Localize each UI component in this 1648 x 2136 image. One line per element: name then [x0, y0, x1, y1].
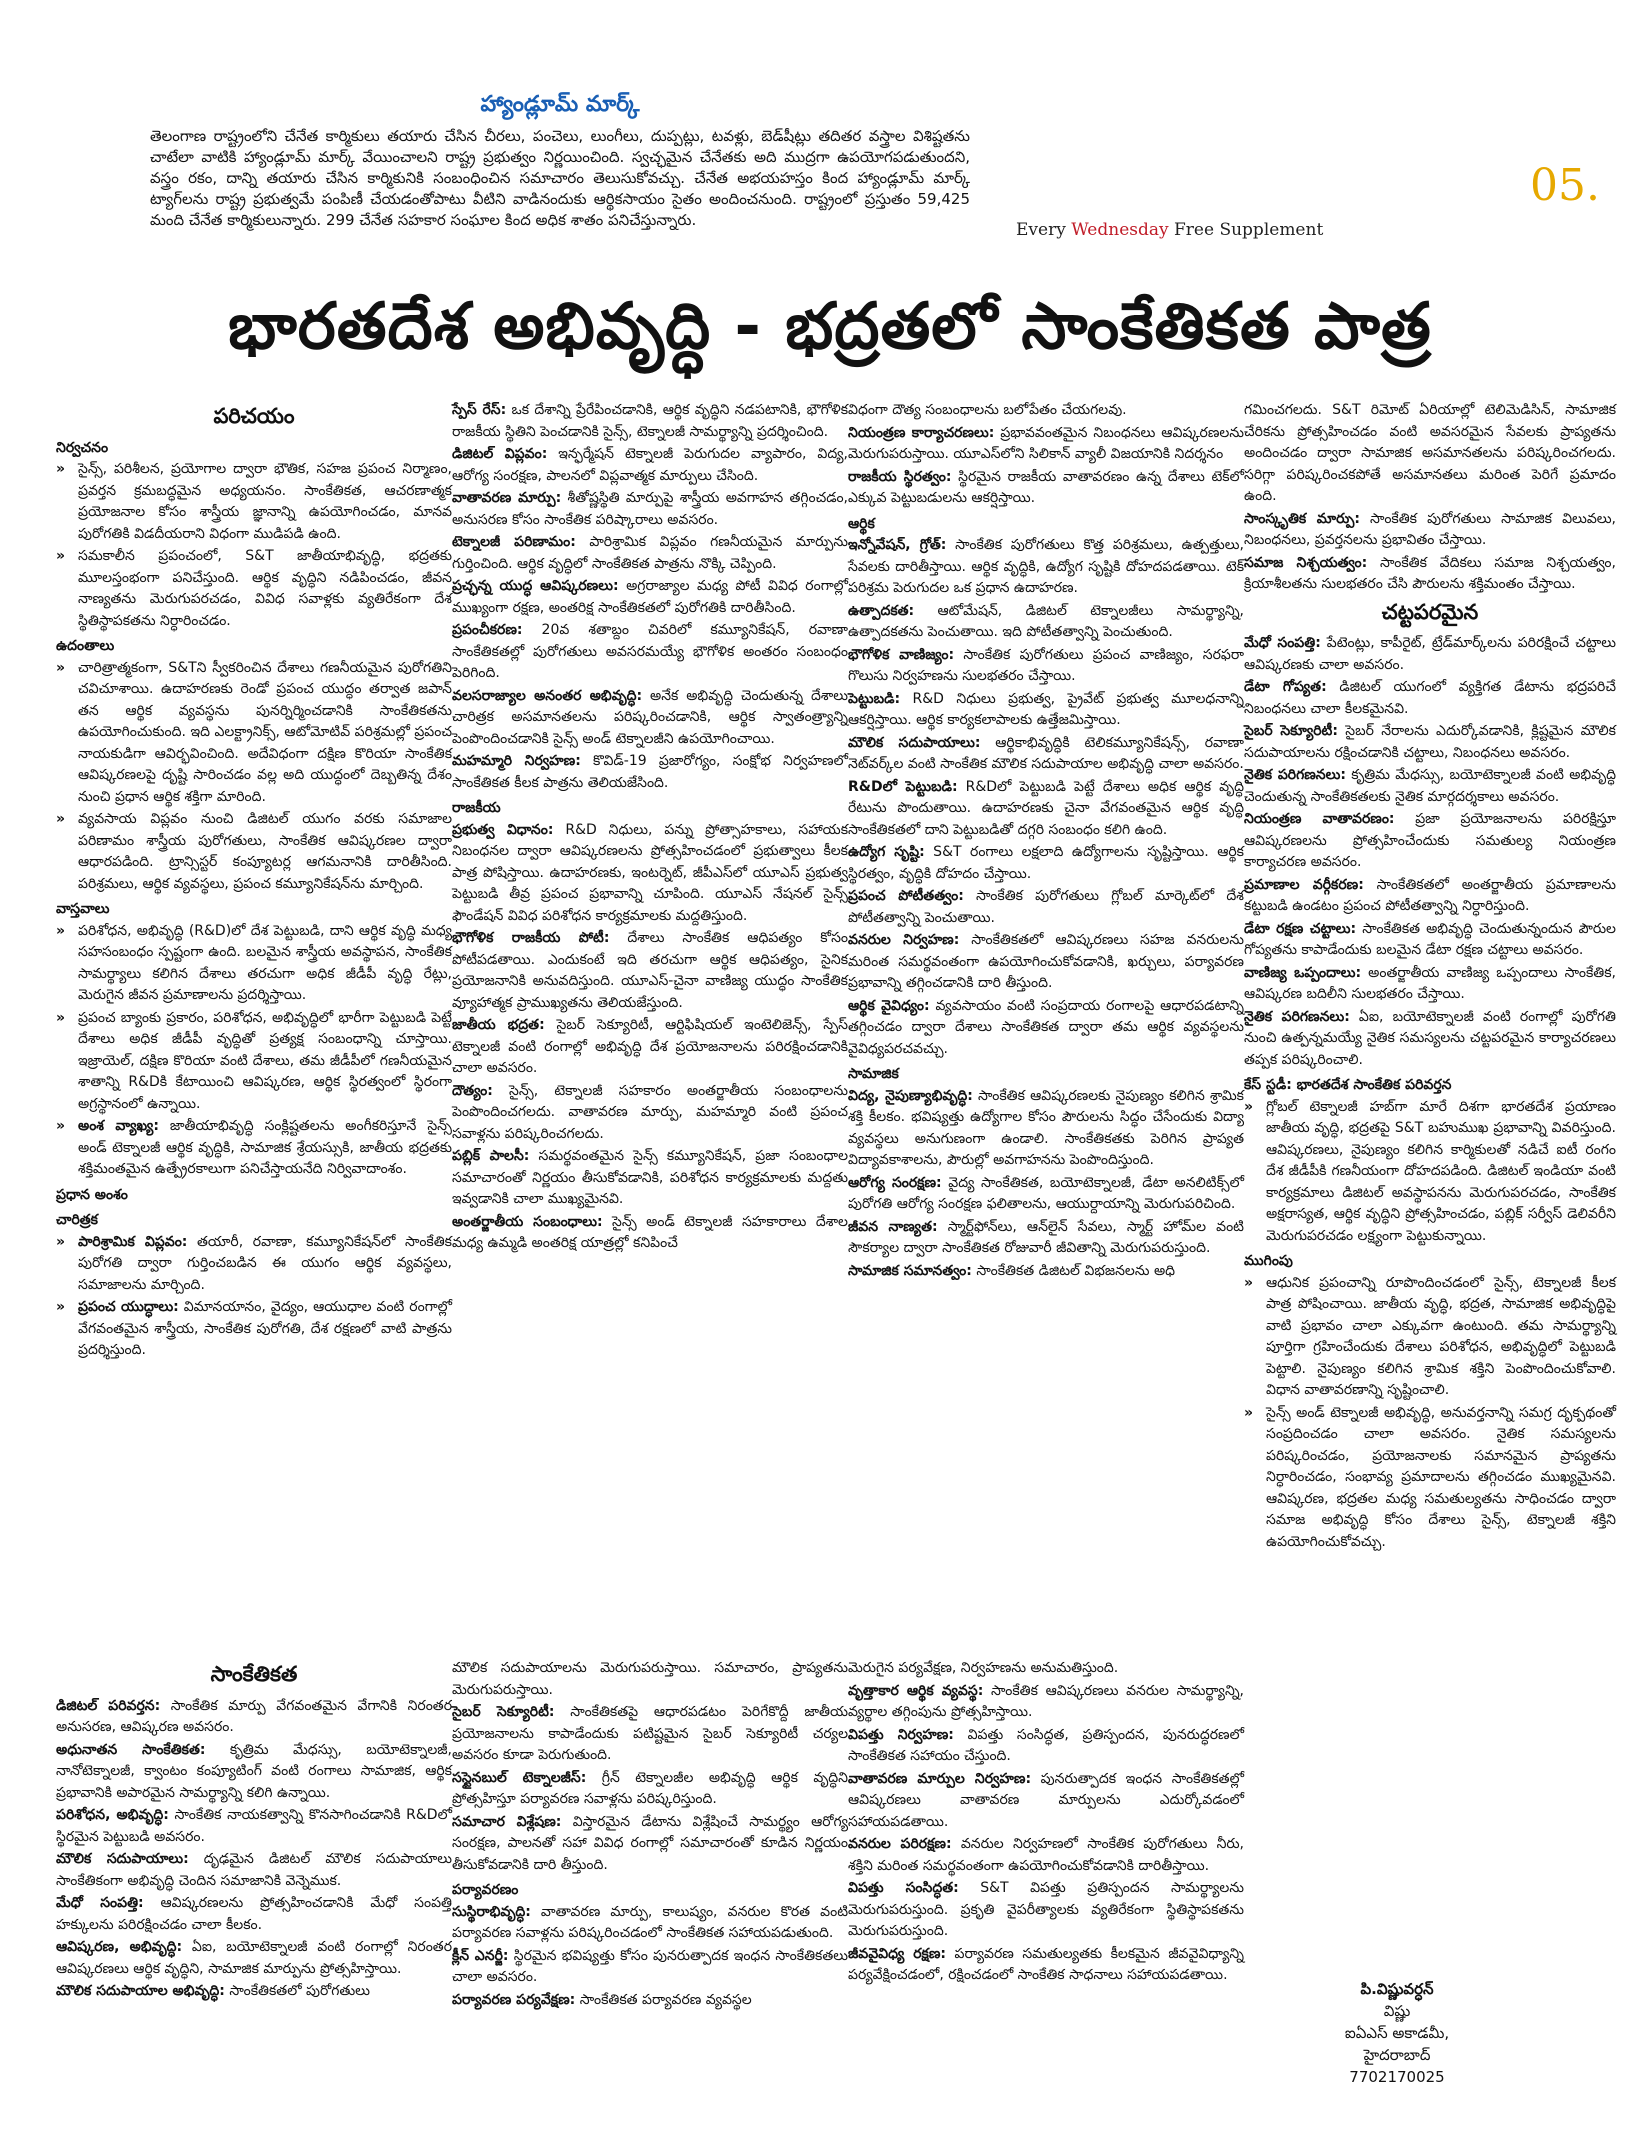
- column-1-lower: [56, 1658, 452, 2004]
- subheading: ఉదంతాలు: [56, 638, 115, 654]
- entry: [848, 1725, 1244, 1768]
- term: భౌగోళిక రాజకీయ పోటీ:: [452, 930, 610, 946]
- term-text: జాతీయాభివృద్ధి సంక్లిష్టతలను అంగీకరిస్తూనే సైన్స్ అండ్ టెక్నాలజీ ఆర్థిక వృద్ధికి, సామాజిక శ్రేయస్సుకి, జాతీయ భద్రతకు శక్తిమంతమైన ఉత్ప్రేరకాలుగా పనిచేస్తాయనేది నిర్వివాదాంశం.: [78, 1118, 452, 1177]
- entry: [452, 488, 848, 531]
- entry: [848, 689, 1244, 732]
- term-text: R&D నిధులు, పన్ను ప్రోత్సాహకాలు, సహాయక నిబంధనల ద్వారా ఆవిష్కరణలను ప్రోత్సహించడంలో ప్రభుత్వాలు కీలక పాత్ర పోషిస్తాయి. ఉదాహరణకు, ఇంటర్నెట్, జీపీఎస్‌లో యూఎస్ ప్రభుత్వ పెట్టుబడి తీవ్ర ప్రపంచ ప్రభావాన్ని చూపింది. యూఎస్ నేషనల్ సైన్స్ ఫౌండేషన్ వివిధ పరిశోధన కార్యక్రమాలకు మద్దతిస్తుంది.: [452, 821, 848, 924]
- term: మౌలిక సదుపాయాలు:: [848, 734, 981, 751]
- section-title-legal: చట్టపరమైన: [1381, 599, 1479, 624]
- term-text: కృత్రిమ మేధస్సు, బయోటెక్నాలజీ, నానోటెక్నాలజీ, క్వాంటం కంప్యూటింగ్ వంటి రంగాలు సామాజిక, ఆర్థిక ప్రభావానికి అపారమైన సామర్థ్యాన్ని కలిగి ఉన్నాయి.: [56, 1741, 452, 1801]
- term: విపత్తు నిర్వహణ:: [848, 1726, 954, 1743]
- term-text: కొవిడ్-19 ప్రజారోగ్యం, సంక్షోభ నిర్వహణలో సాంకేతికత కీలక పాత్రను తెలియజేసింది.: [452, 753, 849, 791]
- term: ప్రపంచీకరణ:: [452, 622, 523, 638]
- term: వలసరాజ్యాల అనంతర అభివృద్ధి:: [452, 687, 643, 704]
- term-text: సాంకేతిక మార్పు వేగవంతమైన వేగానికి నిరంతర అనుసరణ, ఆవిష్కరణ అవసరం.: [56, 1697, 452, 1735]
- term-text: ఏఐ, బయోటెక్నాలజీ వంటి రంగాల్లో నిరంతర ఆవిష్కరణలు ఆర్థిక వృద్ధిని, సామాజిక మార్పును ప్రోత్సహిస్తాయి.: [56, 1939, 452, 1977]
- entry: [452, 686, 848, 751]
- term-text: వైద్య సాంకేతికత, బయోటెక్నాలజీ, డేటా అనలిటిక్స్‌లో పురోగతి ఆరోగ్య సంరక్షణ ఫలితాలను, ఆయుర్దాయాన్ని మెరుగుపరిచింది.: [848, 1174, 1244, 1212]
- entry: [848, 777, 1244, 842]
- term: స్పేస్ రేస్:: [452, 402, 507, 418]
- entry: [452, 928, 848, 1014]
- column-4: [1244, 400, 1616, 1554]
- term: విపత్తు సంసిద్ధత:: [848, 1880, 959, 1896]
- entry: [848, 1769, 1244, 1834]
- term: విద్య, నైపుణ్యాభివృద్ధి:: [848, 1087, 973, 1104]
- term-text: ఒక దేశాన్ని ప్రేరేపించడానికి, ఆర్థిక వృద్ధిని నడపటానికి, భౌగోళిక రాజకీయ స్థితిని పెంచడానికి సైన్స్, టెక్నాలజీ సామర్థ్యాన్ని ప్రదర్శించింది.: [452, 402, 849, 440]
- bullet: [56, 1232, 452, 1297]
- section-title-technology: సాంకేతికత: [210, 1662, 298, 1686]
- entry: [452, 1768, 848, 1811]
- term: R&Dలో పెట్టుబడి:: [848, 778, 958, 795]
- term-text: ఆవిష్కరణలను ప్రోత్సహించడానికి మేధో సంపత్తి హక్కులను పరిరక్షించడం చాలా కీలకం.: [56, 1895, 453, 1933]
- author-org-2: ఐఏఎస్ అకాడమీ,: [1344, 2024, 1450, 2042]
- term-text: పర్యావరణ సమతుల్యతకు కీలకమైన జీవవైవిధ్యాన్ని పర్యవేక్షించడంలో, రక్షించడంలో సాంకేతిక సాధనాలు సహాయపడతాయి.: [848, 1945, 1244, 1983]
- term-text: సైన్స్ అండ్ టెక్నాలజీ సహకారాలు దేశాల మధ్య ఉమ్మడి అంతరిక్ష యాత్రల్లో కనిపించే: [452, 1213, 848, 1251]
- term-text: R&Dలో పెట్టుబడి పెట్టే దేశాలు అధిక ఆర్థిక వృద్ధి రేటును పొందుతాయి. ఉదాహరణకు చైనా వేగవంతమైన ఆర్థిక వృద్ధి సాంకేతికతలో దాని పెట్టుబడితో దగ్గరి సంబంధం కలిగి ఉంది.: [848, 778, 1244, 838]
- term: వాతావరణ మార్పు:: [452, 490, 562, 506]
- entry: [452, 1946, 848, 1989]
- column-3: [848, 400, 1244, 1283]
- supplement-pre: Every: [1016, 220, 1072, 240]
- term: డిజిటల్ పరివర్తన:: [56, 1697, 161, 1714]
- term-text: సాంకేతిక పురోగతులు ప్రపంచ వాణిజ్యం, సరఫరా గొలుసు నిర్వహణను సులభతరం చేస్తాయి.: [848, 646, 1244, 684]
- entry: గమించగలదు. S&T రిమోట్ ఏరియాల్లో టెలిమెడిసిన్, సామాజిక చేరికను ప్రోత్సహించడం వంటి అవసరమైన సేవలకు ప్రాప్యతను అందించడం ద్వారా సామాజిక అసమానతలను పరిష్కరించగలదు. సరిగ్గా పరిష్కరించకపోతే అసమానతలు మరింత పెరిగే ప్రమాదం ఉంది.: [1244, 402, 1616, 504]
- term-text: సైన్స్, టెక్నాలజీ సహకారం అంతర్జాతీయ సంబంధాలను పెంపొందించగలదు. వాతావరణ మార్పు, మహమ్మారి వంటి ప్రపంచ సవాళ్లను పరిష్కరించగలదు.: [452, 1082, 848, 1142]
- term-text: డిజిటల్ యుగంలో వ్యక్తిగత డేటాను భద్రపరిచే నిబంధనలు చాలా కీలకమైనవి.: [1244, 679, 1616, 717]
- entry: [1244, 721, 1616, 764]
- term-text: సాంకేతిక పురోగతులు కొత్త పరిశ్రమలు, ఉత్పత్తులు, సేవలకు దారితీస్తాయి. ఆర్థిక వృద్ధికి, ఉద్యోగ సృష్టికి దోహదపడతాయి. టెక్ పరిశ్రమ పెరుగుదల ఒక ప్రధాన ఉదాహరణ.: [848, 537, 1244, 596]
- subheading: ముగింపు: [1244, 1253, 1293, 1269]
- term: పర్యావరణ పర్యవేక్షణ:: [452, 1991, 576, 2008]
- term: సమాజ నిశ్చయత్వం:: [1244, 554, 1368, 571]
- term: నైతిక పరిగణనలు:: [1244, 767, 1346, 783]
- term: ప్రమాణాల వర్గీకరణ:: [1244, 876, 1364, 893]
- entry: [56, 1937, 452, 1980]
- term: డేటా రక్షణ చట్టాలు:: [1244, 920, 1357, 937]
- entry: [56, 1696, 452, 1739]
- bullet: » గ్లోబల్ టెక్నాలజీ హబ్‌గా మారే దిశగా భారతదేశ ప్రయాణం జాతీయ వృద్ధి, భద్రతపై S&T బహుముఖ ప్రభావాన్ని వివరిస్తుంది. ఆవిష్కరణలు, నైపుణ్యం కలిగిన కార్మికులతో నడిచే ఐటీ రంగం దేశ జీడీపీకి గణనీయంగా దోహదపడింది. డిజిటల్ ఇండియా వంటి కార్యక్రమాలు డిజిటల్ అవస్థాపనను మెరుగుపరచడం, సాంకేతిక అక్షరాస్యత, ఆర్థిక వృద్ధిని ప్రోత్సహించడం, పబ్లిక్ సర్వీస్ డెలివరీని మెరుగుపరచడం లక్ష్యంగా పెట్టుకున్నాయి.: [1244, 1097, 1616, 1248]
- term-text: ప్రజా ప్రయోజనాలను పరిరక్షిస్తూ ఆవిష్కరణలను ప్రోత్సహించేందుకు సమతుల్య నియంత్రణ కార్యాచరణ అవసరం.: [1244, 811, 1616, 870]
- term-text: సైబర్ నేరాలను ఎదుర్కోవడానికి, క్లిష్టమైన మౌలిక సదుపాయాలను రక్షించడానికి చట్టాలు, నిబంధనలు అవసరం.: [1244, 723, 1616, 761]
- entry: [848, 1261, 1244, 1283]
- term: వాతావరణ మార్పుల నిర్వహణ:: [848, 1770, 1032, 1787]
- entry: [1244, 809, 1616, 874]
- term: సైబర్ సెక్యూరిటీ:: [452, 1704, 555, 1720]
- term-text: స్మార్ట్‌ఫోన్‌లు, ఆన్‌లైన్ సేవలు, స్మార్ట్ హోమ్‌ల వంటి సౌకర్యాల ద్వారా సాంకేతికత రోజువారీ జీవితాన్ని మెరుగుపరుస్తుంది.: [848, 1218, 1244, 1256]
- entry: [848, 1217, 1244, 1260]
- term-text: వనరుల నిర్వహణలో సాంకేతిక పురోగతులు నీరు, శక్తిని మరింత సమర్థవంతంగా ఉపయోగించుకోవడానికి దారితీస్తాయి.: [848, 1836, 1244, 1874]
- term-text: సమర్థవంతమైన సైన్స్ కమ్యూనికేషన్, ప్రజా సంబంధాల సమాచారంతో నిర్ణయం తీసుకోవడానికి, పరిశోధన కార్యక్రమాలకు మద్దతు ఇవ్వడానికి చాలా ముఖ్యమైనవి.: [452, 1148, 849, 1207]
- term-text: S&T విపత్తు ప్రతిస్పందన సామర్థ్యాలను మెరుగుపరుస్తుంది. ప్రకృతి వైపరీత్యాలకు వ్యతిరేకంగా స్థితిస్థాపకతను మెరుగుపరుస్తుంది.: [848, 1880, 1244, 1939]
- term: ప్రపంచ యుద్ధాలు:: [78, 1299, 179, 1315]
- entry: [1244, 875, 1616, 918]
- entry: [452, 1015, 848, 1080]
- bullet: [56, 1116, 452, 1181]
- term-text: సాంకేతికత అభివృద్ధి చెందుతున్నందున పౌరుల గోప్యతను కాపాడేందుకు బలమైన డేటా రక్షణ చట్టాలు అవసరం.: [1244, 920, 1616, 958]
- term: మహమ్మారి నిర్వహణ:: [452, 753, 581, 769]
- term-text: అనేక అభివృద్ధి చెందుతున్న దేశాలు చారిత్రక అసమానతలను పరిష్కరించడానికి, ఆర్థిక స్వాతంత్ర్యాన్ని పెంపొందించడానికి సైన్స్ అండ్ టెక్నాలజీని ఉపయోగించాయి.: [452, 687, 848, 747]
- entry: [452, 1146, 848, 1211]
- entry: [848, 1086, 1244, 1172]
- supplement-day: Wednesday: [1071, 220, 1169, 240]
- term-text: దేశాలు సాంకేతిక ఆధిపత్యం కోసం పోటీపడతాయి. ఎందుకంటే ఇది తరచుగా ఆర్థిక ఆధిపత్యం, సైనిక ప్రయోజనానికి అనువదిస్తుంది. యూఎస్-చైనా వాణిజ్య యుద్ధం సాంకేతిక వ్యూహాత్మక ప్రాముఖ్యతను తెలియజేస్తుంది.: [452, 930, 848, 1011]
- entry: [848, 601, 1244, 644]
- term-text: ఇన్ఫర్మేషన్ టెక్నాలజీ పెరుగుదల వ్యాపారం, విద్య, ఆరోగ్య సంరక్షణ, పాలనలో విప్లవాత్మక మార్పులు చేసింది.: [452, 446, 848, 484]
- entry: [452, 1990, 848, 2012]
- term: ఉద్యోగ సృష్టి:: [848, 844, 925, 860]
- term: సమాచార విశ్లేషణ:: [452, 1813, 562, 1830]
- bullet: » సమకాలీన ప్రపంచంలో, S&T జాతీయాభివృద్ధి, భద్రతకు మూలస్తంభంగా పనిచేస్తుంది. ఆర్థిక వృద్ధిని నడిపించడం, జీవన నాణ్యతను మెరుగుపరచడం, వివిధ సవాళ్లకు వ్యతిరేకంగా దేశ స్థితిస్థాపకతను నిర్ధారించడం.: [56, 546, 452, 632]
- term-text: ఆర్థికాభివృద్ధికి టెలికమ్యూనికేషన్స్, రవాణా నెట్‌వర్క్‌ల వంటి సాంకేతిక మౌలిక సదుపాయాల అభివృద్ధి చాలా అవసరం.: [848, 734, 1244, 772]
- entry: [1244, 633, 1616, 676]
- entry: [56, 1740, 452, 1805]
- entry: [1244, 765, 1616, 808]
- author-signature: [1292, 1978, 1502, 2088]
- author-phone: 7702170025: [1349, 2068, 1445, 2086]
- term-text: వాతావరణ మార్పు, కాలుష్యం, వనరుల కొరత వంటి పర్యావరణ సవాళ్లను పరిష్కరించడంలో సాంకేతికత సహాయపడుతుంది.: [452, 1903, 848, 1941]
- term-text: విస్తారమైన డేటాను విశ్లేషించే సామర్థ్యం ఆరోగ్య సంరక్షణ, పాలనతో సహా వివిధ రంగాల్లో సమాచారంతో కూడిన నిర్ణయం తీసుకోవడానికి దారి తీస్తుంది.: [452, 1813, 848, 1873]
- term: పెట్టుబడి:: [848, 690, 901, 707]
- term: నియంత్రణ వాతావరణం:: [1244, 811, 1395, 827]
- term-text: సాంకేతిక పురోగతులు గ్లోబల్ మార్కెట్‌లో దేశ పోటీతత్వాన్ని పెంచుతాయి.: [848, 888, 1244, 926]
- term-text: ఏఐ, బయోటెక్నాలజీ వంటి రంగాల్లో పురోగతి నుంచి ఉత్పన్నమయ్యే నైతిక సమస్యలను చట్టపరమైన కార్యాచరణలు తప్పక పరిష్కరించాలి.: [1244, 1008, 1616, 1068]
- term-text: సైబర్ సెక్యూరిటీ, ఆర్టిఫిషియల్ ఇంటెలిజెన్స్, స్పేస్ టెక్నాలజీ వంటి రంగాల్లో అభివృద్ధి దేశ ప్రయోజనాలను పరిరక్షించడానికి చాలా అవసరం.: [452, 1017, 848, 1076]
- term-text: సాంకేతికత డిజిటల్ విభజనలను అధి: [971, 1262, 1176, 1279]
- entry: [56, 1805, 452, 1848]
- entry: [848, 467, 1244, 510]
- term-text: సాంకేతికతలో ఆవిష్కరణలు సహజ వనరులను మరింత సమర్థవంతంగా ఉపయోగించుకోవడానికి, ఖర్చులు, పర్యావరణ ప్రభావాన్ని తగ్గించడానికి దారి తీస్తుంది.: [848, 932, 1244, 991]
- entry: [452, 576, 848, 619]
- entry: [452, 1902, 848, 1945]
- term-text: వ్యవసాయం వంటి సంప్రదాయ రంగాలపై ఆధారపడటాన్ని తగ్గించడం ద్వారా దేశాలు సాంకేతికత ద్వారా తమ ఆర్థిక వ్యవస్థలను వైవిధ్యపరచవచ్చు.: [848, 997, 1245, 1057]
- term-text: పునరుత్పాదక ఇంధన సాంకేతికతల్లో ఆవిష్కరణలు వాతావరణ మార్పులను ఎదుర్కోవడంలో సహాయపడతాయి.: [848, 1770, 1244, 1830]
- term-text: అగ్రరాజ్యాల మధ్య పోటీ వివిధ రంగాల్లో ముఖ్యంగా రక్షణ, అంతరిక్ష సాంకేతికతలో పురోగతికి దారితీసింది.: [452, 578, 848, 616]
- term: పబ్లిక్ పాలసీ:: [452, 1148, 530, 1164]
- entry: [848, 423, 1244, 466]
- entry: విధంగా దౌత్య సంబంధాలను బలోపేతం చేయగలవు.: [848, 402, 1127, 418]
- supplement-post: Free Supplement: [1168, 220, 1324, 240]
- term: ఆర్థిక వైవిధ్యం:: [848, 997, 930, 1014]
- issue-number: 05.: [1530, 160, 1600, 211]
- entry: [452, 532, 848, 575]
- term: రాజకీయ స్థిరత్వం:: [848, 468, 952, 485]
- term: భౌగోళిక వాణిజ్యం:: [848, 646, 955, 663]
- term: వనరుల నిర్వహణ:: [848, 932, 960, 948]
- bullet: » సైన్స్, పరిశీలన, ప్రయోగాల ద్వారా భౌతిక, సహజ ప్రపంచ నిర్మాణం, ప్రవర్తన క్రమబద్ధమైన అధ్యయనం. సాంకేతికత, ఆచరణాత్మక ప్రయోజనాల కోసం శాస్త్రీయ జ్ఞానాన్ని ఉపయోగించడం, మానవ పురోగతికి విడదీయరాని విధంగా ముడిపడి ఉంది.: [56, 459, 452, 545]
- entry: [848, 842, 1244, 885]
- bullet: [56, 1297, 452, 1362]
- term-text: R&D నిధులు ప్రభుత్వ, ప్రైవేట్ ప్రభుత్వ మూలధనాన్ని ఆకర్షిస్తాయి. ఆర్థిక కార్యకలాపాలకు ఉత్తేజమిస్తాయి.: [848, 690, 1244, 728]
- term-text: సాంకేతికతపై ఆధారపడటం పెరిగేకొద్దీ జాతీయ ప్రయోజనాలను కాపాడేందుకు పటిష్టమైన సైబర్ సెక్యూరిటీ చర్యల అవసరం కూడా పెరుగుతుంది.: [452, 1704, 848, 1763]
- term: ఆరోగ్య సంరక్షణ:: [848, 1174, 942, 1191]
- term: ఇన్నోవేషన్, గ్రోత్:: [848, 537, 947, 553]
- term-text: 20వ శతాబ్దం చివరిలో కమ్యూనికేషన్, రవాణా సాంకేతికతల్లో పురోగతులు అవసరమయ్యే భౌగోళిక అంతరం సంబంధం పెరిగింది.: [452, 622, 848, 681]
- author-org: విష్ణు: [1383, 2002, 1411, 2020]
- term: అంతర్జాతీయ సంబంధాలు:: [452, 1213, 603, 1230]
- term: టెక్నాలజీ పరిణామం:: [452, 534, 576, 550]
- term: జాతీయ భద్రత:: [452, 1017, 545, 1033]
- column-2: [452, 400, 848, 1256]
- term: ప్రచ్ఛన్న యుద్ధ ఆవిష్కరణలు:: [452, 578, 619, 594]
- term: అధునాతన సాంకేతికత:: [56, 1741, 206, 1758]
- entry: [848, 930, 1244, 995]
- term: పారిశ్రామిక విప్లవం:: [78, 1233, 188, 1250]
- term: దౌత్యం:: [452, 1082, 493, 1099]
- entry: [848, 1681, 1244, 1724]
- author-city: హైదరాబాద్: [1363, 2046, 1431, 2064]
- term: వాణిజ్య ఒప్పందాలు:: [1244, 964, 1362, 981]
- entry: [848, 1834, 1244, 1877]
- entry: [1244, 677, 1616, 720]
- entry: [1244, 509, 1616, 552]
- term-text: కృత్రిమ మేధస్సు, బయోటెక్నాలజీ వంటి అభివృద్ధి చెందుతున్న సాంకేతికతలకు నైతిక మార్గదర్శకాలు అవసరం.: [1244, 767, 1616, 805]
- bullet: » సైన్స్ అండ్ టెక్నాలజీ అభివృద్ధి, అనువర్తనాన్ని సమగ్ర దృక్పథంతో సంప్రదించడం చాలా అవసరం. నైతిక సమస్యలను పరిష్కరించడం, ప్రయోజనాలకు సమానమైన ప్రాప్యతను నిర్ధారించడం, సంభావ్య ప్రమాదాలను తగ్గించడం ముఖ్యమైనవి. ఆవిష్కరణ, భద్రతల మధ్య సమతుల్యతను సాధించడం ద్వారా సమాజ అభివృద్ధి కోసం దేశాలు సైన్స్, టెక్నాలజీ శక్తిని ఉపయోగించుకోవచ్చు.: [1244, 1403, 1616, 1554]
- term-text: సాంకేతికతలో పురోగతులు: [224, 1983, 370, 1999]
- term: జీవన నాణ్యత:: [848, 1218, 938, 1235]
- subheading: ఆర్థిక: [848, 515, 875, 532]
- term: సస్టైనబుల్ టెక్నాలజీస్:: [452, 1769, 587, 1786]
- term: పరిశోధన, అభివృద్ధి:: [56, 1807, 169, 1823]
- entry: [452, 1081, 848, 1146]
- term: నియంత్రణ కార్యాచరణలు:: [848, 424, 995, 441]
- term: నైతిక పరిగణనలు:: [1244, 1008, 1350, 1025]
- entry: మౌలిక సదుపాయాలను మెరుగుపరుస్తాయి. సమాచారం, ప్రాప్యతను మెరుగుపరుస్తాయి.: [452, 1660, 848, 1698]
- term-text: సాంకేతిక ఆవిష్కరణలు వనరుల సామర్థ్యాన్ని, వ్యర్థాల తగ్గింపును ప్రోత్సహిస్తాయి.: [848, 1682, 1244, 1720]
- bullet: » ప్రపంచ బ్యాంకు ప్రకారం, పరిశోధన, అభివృద్ధిలో భారీగా పెట్టుబడి పెట్టే దేశాలు అధిక జీడీపీ వృద్ధితో ప్రత్యక్ష సంబంధాన్ని చూస్తాయి. ఇజ్రాయెల్, దక్షిణ కొరియా వంటి దేశాలు, తమ జీడీపీలో గణనీయమైన శాతాన్ని R&Dకి కేటాయించి ఆవిష్కరణ, ఆర్థిక స్థిరత్వంలో స్థిరంగా అగ్రస్థానంలో ఉన్నాయి.: [56, 1008, 452, 1116]
- supplement-line: [1016, 220, 1323, 240]
- entry: [452, 1812, 848, 1877]
- term-text: పేటెంట్లు, కాపీరైట్, ట్రేడ్‌మార్క్‌లను పరిరక్షించే చట్టాలు ఆవిష్కరణకు చాలా అవసరం.: [1244, 635, 1616, 673]
- bullet: » చారిత్రాత్మకంగా, S&Tని స్వీకరించిన దేశాలు గణనీయమైన పురోగతిని చవిచూశాయి. ఉదాహరణకు రెండో ప్రపంచ యుద్ధం తర్వాత జపాన్ తన ఆర్థిక వ్యవస్థను పునర్నిర్మించడానికి సాంకేతికతను ఉపయోగించుకుంది. ఇది ఎలక్ట్రానిక్స్, ఆటోమోటివ్ పరిశ్రమల్లో ప్రపంచ నాయకుడిగా ఆవిర్భవించింది. అదేవిధంగా దక్షిణ కొరియా సాంకేతిక ఆవిష్కరణలపై దృష్టి సారించడం వల్ల అది యుద్ధంలో దెబ్బతిన్న దేశం నుంచి ప్రధాన ఆర్థిక శక్తిగా మారింది.: [56, 658, 452, 809]
- term-text: స్థిరమైన భవిష్యత్తు కోసం పునరుత్పాదక ఇంధన సాంకేతికతలు చాలా అవసరం.: [452, 1947, 848, 1985]
- entry: [452, 820, 848, 928]
- entry: [848, 886, 1244, 929]
- term-text: విపత్తు సంసిద్ధత, ప్రతిస్పందన, పునరుద్ధరణలో సాంకేతికత సహాయం చేస్తుంది.: [848, 1726, 1245, 1764]
- entry: [848, 1944, 1244, 1987]
- subheading: నిర్వచనం: [56, 439, 109, 456]
- entry: [452, 751, 848, 794]
- subheading: వాస్తవాలు: [56, 901, 110, 917]
- bullet: » పరిశోధన, అభివృద్ధి (R&D)లో దేశ పెట్టుబడి, దాని ఆర్థిక వృద్ధి మధ్య సహసంబంధం స్పష్టంగా ఉంది. బలమైన శాస్త్రీయ అవస్థాపన, సాంకేతిక సామర్థ్యాలు కలిగిన దేశాలు తరచుగా అధిక జీడీపీ వృద్ధి రేట్లు, మెరుగైన జీవన ప్రమాణాలను ప్రదర్శిస్తాయి.: [56, 921, 452, 1007]
- term: సుస్థిరాభివృద్ధి:: [452, 1903, 531, 1920]
- term: మేధో సంపత్తి:: [56, 1895, 144, 1911]
- column-3-lower: [848, 1658, 1244, 1988]
- term: క్లీన్ ఎనర్జీ:: [452, 1947, 509, 1964]
- entry: [848, 733, 1244, 776]
- term-text: అంతర్జాతీయ వాణిజ్య ఒప్పందాలు సాంకేతిక, ఆవిష్కరణ బదిలీని సులభతరం చేస్తాయి.: [1244, 964, 1617, 1002]
- entry: [1244, 1007, 1616, 1072]
- subheading: కేస్ స్టడీ: భారతదేశ సాంకేతిక పరివర్తన: [1244, 1077, 1452, 1093]
- term: సైబర్ సెక్యూరిటీ:: [1244, 723, 1338, 739]
- term-text: తయారీ, రవాణా, కమ్యూనికేషన్‌లో సాంకేతిక పురోగతి ద్వారా గుర్తించబడిన ఈ యుగం ఆర్థిక వ్యవస్థలు, సమాజాలను మార్చింది.: [78, 1233, 452, 1293]
- subheading: ప్రధాన అంశం: [56, 1186, 128, 1203]
- term: డేటా గోప్యత:: [1244, 679, 1327, 695]
- entry: [848, 996, 1244, 1061]
- entry: [848, 1173, 1244, 1216]
- entry: [1244, 553, 1616, 596]
- term: డిజిటల్ విప్లవం:: [452, 446, 548, 462]
- entry: [56, 1849, 452, 1892]
- term-text: సాంకేతిక నాయకత్వాన్ని కొనసాగించడానికి R&Dలో స్థిరమైన పెట్టుబడి అవసరం.: [56, 1807, 452, 1845]
- term-text: సాంకేతిక వేదికలు సమాజ నిశ్చయత్వం, క్రియాశీలతను సులభతరం చేసి పౌరులను శక్తిమంతం చేస్తాయి.: [1244, 554, 1616, 592]
- subheading: చారిత్రక: [56, 1212, 98, 1228]
- section-title-intro: పరిచయం: [213, 404, 295, 428]
- term-text: దృఢమైన డిజిటల్ మౌలిక సదుపాయాలు సాంకేతికంగా అభివృద్ధి చెందిన సమాజానికి వెన్నెముక.: [56, 1851, 452, 1889]
- entry: [452, 620, 848, 685]
- term: ప్రపంచ పోటీతత్వం:: [848, 888, 964, 904]
- bullet: » ఆధునిక ప్రపంచాన్ని రూపొందించడంలో సైన్స్, టెక్నాలజీ కీలక పాత్ర పోషించాయి. జాతీయ వృద్ధి, భద్రత, సామాజిక అభివృద్ధిపై వాటి ప్రభావం చాలా ఎక్కువగా ఉంటుంది. తమ సామర్థ్యాన్ని పూర్తిగా గ్రహించేందుకు దేశాలు పరిశోధన, అభివృద్ధిలో పెట్టుబడి పెట్టాలి. నైపుణ్యం కలిగిన శ్రామిక శక్తిని పెంపొందించుకోవాలి. విధాన వాతావరణాన్ని సృష్టించాలి.: [1244, 1273, 1616, 1402]
- handloom-mark-box: [150, 92, 970, 231]
- term-text: ఆటోమేషన్, డిజిటల్ టెక్నాలజీలు సామర్థ్యాన్ని, ఉత్పాదకతను పెంచుతాయి. ఇది పోటీతత్వాన్ని పెంచుతుంది.: [848, 602, 1244, 640]
- term-text: సాంకేతికత పర్యావరణ వ్యవస్థల: [575, 1991, 752, 2008]
- subheading: పర్యావరణం: [452, 1882, 519, 1898]
- entry: [56, 1893, 452, 1936]
- subheading: సామాజిక: [848, 1066, 899, 1082]
- headline: భారతదేశ అభివృద్ధి - భద్రతలో సాంకేతికత పాత్ర: [228, 290, 1432, 364]
- term: మౌలిక సదుపాయాలు:: [56, 1851, 189, 1867]
- term-text: ప్రభావవంతమైన నిబంధనలు ఆవిష్కరణలను మెరుగుపరుస్తాయి. యూఎస్‌లోని సిలికాన్ వ్యాలీ విజయానికి నిదర్శనం: [848, 424, 1244, 462]
- column-1: [56, 400, 452, 1363]
- term: జీవవైవిధ్య రక్షణ:: [848, 1945, 947, 1962]
- entry: [1244, 919, 1616, 962]
- entry: మెరుగైన పర్యవేక్షణ, నిర్వహణను అనుమతిస్తుంది.: [848, 1660, 1119, 1676]
- entry: [452, 444, 848, 487]
- entry: [848, 535, 1244, 600]
- term-text: గ్రీన్ టెక్నాలజీల అభివృద్ధి ఆర్థిక వృద్ధిని ప్రోత్సహిస్తూ పర్యావరణ సవాళ్లను పరిష్కరిస్తుంది.: [452, 1769, 848, 1807]
- term-text: పారిశ్రామిక విప్లవం గణనీయమైన మార్పును గుర్తించింది. ఆర్థిక వృద్ధిలో సాంకేతికత పాత్రను నొక్కి చెప్పింది.: [452, 534, 848, 572]
- term: సాంస్కృతిక మార్పు:: [1244, 510, 1360, 527]
- term: మౌలిక సదుపాయాల అభివృద్ధి:: [56, 1983, 225, 1999]
- entry: [452, 1212, 848, 1255]
- term-text: S&T రంగాలు లక్షలాది ఉద్యోగాలను సృష్టిస్తాయి. ఆర్థిక స్థిరత్వం, వృద్ధికి దోహదం చేస్తాయి.: [848, 844, 1244, 882]
- entry: [848, 645, 1244, 688]
- term: ఉత్పాదకత:: [848, 602, 915, 619]
- box-text: తెలంగాణ రాష్ట్రంలోని చేనేత కార్మికులు తయారు చేసిన చీరలు, పంచెలు, లుంగీలు, దుప్పట్లు, టవళ్లు, బెడ్‌షీట్లు తదితర వస్త్రాల విశిష్టతను చాటేలా వాటికి హ్యాండ్లూమ్ మార్క్ వేయించాలని రాష్ట్ర ప్రభుత్వం నిర్ణయించింది. స్వచ్ఛమైన చేనేతకు అది ముద్రగా ఉపయోగపడుతుందని, వస్త్రం రకం, దాన్ని తయారు చేసిన కార్మికునికి సంబంధించిన సమాచారం తెలుసుకోవచ్చు. చేనేత అభయహస్తం కింద హ్యాండ్లూమ్ మార్క్ ట్యాగ్‌లను రాష్ట్ర ప్రభుత్వమే పంపిణీ చేయడంతోపాటు వీటిని వాడినందుకు ఆర్థికసాయం సైతం అందించనుంది. రాష్ట్రంలో ప్రస్తుతం 59,425 మంది చేనేత కార్మికులున్నారు. 299 చేనేత సహకార సంఘాల కింద అధిక శాతం పనిచేస్తున్నారు.: [150, 127, 970, 229]
- bullet: » వ్యవసాయ విప్లవం నుంచి డిజిటల్ యుగం వరకు సమాజాల పరిణామం శాస్త్రీయ పురోగతులు, సాంకేతిక ఆవిష్కరణల ద్వారా ఆధారపడింది. ట్రాన్సిస్టర్ కంప్యూటర్ల ఆగమనానికి దారితీసింది. పరిశ్రమలు, ఆర్థిక వ్యవస్థలు, ప్రపంచ కమ్యూనికేషన్‌ను మార్చింది.: [56, 809, 452, 895]
- entry: [56, 1981, 452, 2003]
- column-2-lower: [452, 1658, 848, 2012]
- subheading: రాజకీయ: [452, 800, 501, 816]
- term-text: స్థిరమైన రాజకీయ వాతావరణం ఉన్న దేశాలు టెక్‌లో ఎక్కువ పెట్టుబడులను ఆకర్షిస్తాయి.: [848, 468, 1244, 506]
- term-text: సాంకేతిక ఆవిష్కరణలకు నైపుణ్యం కలిగిన శ్రామిక శక్తి కీలకం. భవిష్యత్తు ఉద్యోగాల కోసం పౌరులను సిద్ధం చేసేందుకు విద్యా వ్యవస్థలు అనుగుణంగా ఉండాలి. సాంకేతికతకు పెరిగిన ప్రాప్యత విద్యావకాశాలను, పౌరుల్లో అవగాహనను పెంపొందిస్తుంది.: [848, 1087, 1244, 1168]
- entry: [452, 1702, 848, 1767]
- term: వనరుల పరిరక్షణ:: [848, 1836, 952, 1852]
- term-text: సాంకేతిక పురోగతులు సామాజిక విలువలు, నిబంధనలు, ప్రవర్తనలను ప్రభావితం చేస్తాయి.: [1244, 510, 1616, 548]
- entry: [1244, 963, 1616, 1006]
- term: ఆవిష్కరణ, అభివృద్ధి:: [56, 1939, 183, 1955]
- term: మేధో సంపత్తి:: [1244, 635, 1321, 651]
- author-name: పి.విష్ణువర్ధన్: [1360, 1980, 1434, 1998]
- term-text: శీతోష్ణస్థితి మార్పుపై శాస్త్రీయ అవగాహన తగ్గించడం, అనుసరణ కోసం సాంకేతిక పరిష్కారాలు అవసరం.: [452, 490, 848, 528]
- term-text: విమానయానం, వైద్యం, ఆయుధాల వంటి రంగాల్లో వేగవంతమైన శాస్త్రీయ, సాంకేతిక పురోగతి, దేశ రక్షణలో వాటి పాత్రను ప్రదర్శిస్తుంది.: [78, 1299, 452, 1358]
- entry: [848, 1878, 1244, 1943]
- term: సామాజిక సమానత్వం:: [848, 1262, 972, 1279]
- term: అంశ వ్యాఖ్య:: [78, 1118, 159, 1134]
- term: వృత్తాకార ఆర్థిక వ్యవస్థ:: [848, 1682, 984, 1699]
- entry: [452, 400, 848, 443]
- box-title: హ్యాండ్లూమ్ మార్క్: [480, 92, 640, 117]
- term: ప్రభుత్వ విధానం:: [452, 821, 554, 838]
- term-text: సాంకేతికతలో అంతర్జాతీయ ప్రమాణాలను కట్టుబడి ఉండటం ప్రపంచ పోటీతత్వాన్ని నిర్ధారిస్తుంది.: [1244, 876, 1616, 914]
